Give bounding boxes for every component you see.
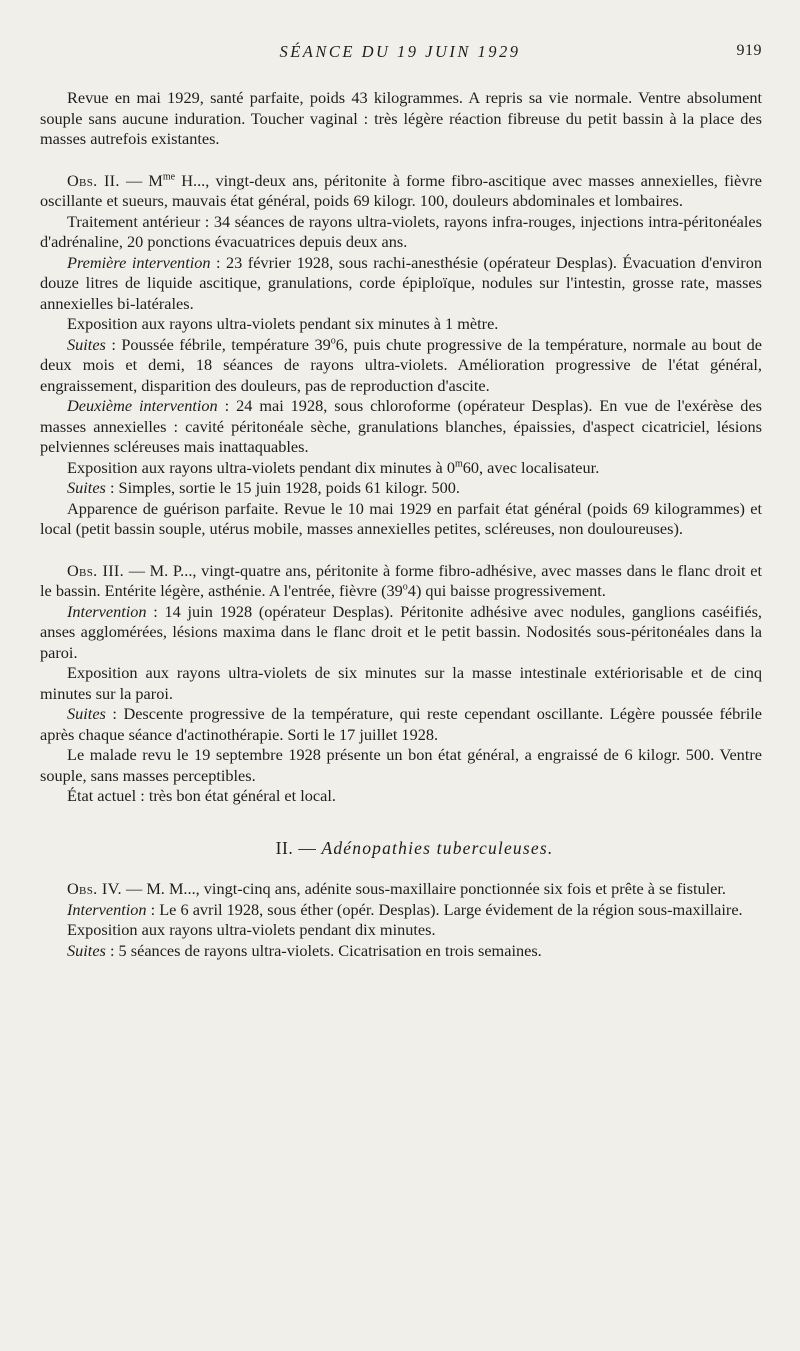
obs-3-intervention-label: Intervention bbox=[67, 601, 147, 621]
obs-2-suites-1-text-b: 6, puis chute progressive de la température, normale au bout de deux mois et demi, 18 séances de rayons ultra-violets. Amélioration progressive de l'état général, engraissement, disparition des douleurs, pas de reproduction d'ascite. bbox=[40, 334, 762, 395]
obs-2-exposition-2-sup: m bbox=[454, 458, 463, 470]
obs-3-suites bbox=[40, 704, 762, 745]
obs-2-title-a: — M bbox=[119, 170, 163, 190]
obs-4-exposition: Exposition aux rayons ultra-violets pendant dix minutes. bbox=[67, 920, 436, 939]
obs-2-traitement-anterieur: Traitement antérieur : 34 séances de rayons ultra-violets, rayons infra-rouges, injections intra-péritonéales d'adrénaline, 20 ponctions évacuatrices depuis deux ans. bbox=[40, 211, 762, 251]
obs-3-heading-paragraph bbox=[40, 561, 762, 602]
obs-2-label: Obs. II. bbox=[67, 170, 120, 190]
obs-3-title-a: — M. P..., vingt-quatre ans, péritonite à forme fibro-adhésive, avec masses dans le flanc droit et le bassin. Entérite légère, asthénie. A l'entrée, fièvre (39 bbox=[40, 560, 762, 600]
obs-2-premiere-intervention-text: : 23 février 1928, sous rachi-anesthésie (opérateur Desplas). Évacuation d'environ douze litres de liquide ascitique, granulations, corde épiploïque, nodules sur l'intestin, grosse rate, masses annexielles bi-latérales. bbox=[40, 252, 762, 313]
section-number: II. — bbox=[275, 837, 322, 858]
obs-4-suites bbox=[40, 941, 762, 962]
paragraph-revue-1929: Revue en mai 1929, santé parfaite, poids 43 kilogrammes. A repris sa vie normale. Ventre absolument souple sans aucune induration. Toucher vaginal : très légère réaction fibreuse du petit bassin à la place des masses autrefois existantes. bbox=[40, 88, 762, 148]
obs-2-premiere-intervention bbox=[40, 253, 762, 315]
obs-2-exposition-1: Exposition aux rayons ultra-violets pendant six minutes à 1 mètre. bbox=[67, 314, 499, 333]
obs-4-label: Obs. IV. bbox=[67, 879, 122, 898]
section-heading bbox=[40, 838, 762, 859]
obs-2-suites-1-sup: o bbox=[330, 335, 336, 347]
running-title: SÉANCE DU 19 JUIN 1929 bbox=[279, 42, 521, 61]
obs-3-suites-label: Suites bbox=[67, 704, 106, 723]
obs-3-intervention bbox=[40, 602, 762, 664]
obs-3-revu: Le malade revu le 19 septembre 1928 présente un bon état général, a engraissé de 6 kilogr. 500. Ventre souple, sans masses perceptibles. bbox=[40, 745, 762, 785]
obs-2-suites-1-text-a: : Poussée fébrile, température 39 bbox=[105, 334, 331, 354]
obs-3-intervention-text: : 14 juin 1928 (opérateur Desplas). Péritonite adhésive avec nodules, ganglions caséifiés, anses agglomérées, lésions maxima dans le flanc droit et le petit bassin. Nodosités sous-péritonéales dans la paroi. bbox=[40, 601, 762, 662]
obs-4-intervention bbox=[40, 900, 762, 921]
obs-2-exposition-2-b: 60, avec localisateur. bbox=[462, 457, 600, 477]
obs-4-intervention-label: Intervention bbox=[67, 899, 147, 919]
spacer bbox=[40, 150, 762, 171]
obs-2-apparence-guerison: Apparence de guérison parfaite. Revue le 10 mai 1929 en parfait état général (poids 69 kilogrammes) et local (petit bassin souple, utérus mobile, masses annexielles petites, scléreuses, non douloureuses). bbox=[40, 498, 762, 538]
body-text bbox=[40, 88, 762, 961]
section-title: Adénopathies tuberculeuses. bbox=[321, 837, 554, 858]
spacer bbox=[40, 807, 762, 838]
obs-4-title: — M. M..., vingt-cinq ans, adénite sous-maxillaire ponctionnée six fois et prête à se fistuler. bbox=[121, 879, 726, 898]
page-number: 919 bbox=[736, 42, 762, 59]
obs-3-title-b: 4) qui baisse progressivement. bbox=[407, 581, 606, 600]
obs-2-heading-paragraph bbox=[40, 171, 762, 212]
obs-2-suites-2-text: : Simples, sortie le 15 juin 1928, poids 61 kilogr. 500. bbox=[105, 478, 461, 497]
obs-3-exposition: Exposition aux rayons ultra-violets de six minutes sur la masse intestinale extériorisable et de cinq minutes sur la paroi. bbox=[40, 663, 762, 703]
obs-3-suites-text: : Descente progressive de la température, qui reste cependant oscillante. Légère poussée fébrile après chaque séance d'actinothérapie. Sorti le 17 juillet 1928. bbox=[40, 704, 762, 744]
page-header bbox=[0, 42, 800, 66]
obs-3-etat-actuel: État actuel : très bon état général et local. bbox=[67, 786, 336, 805]
obs-4-suites-text: : 5 séances de rayons ultra-violets. Cicatrisation en trois semaines. bbox=[105, 940, 542, 960]
obs-2-title-b: H..., vingt-deux ans, péritonite à forme fibro-ascitique avec masses annexielles, fièvre oscillante et sueurs, mauvais état général, poids 69 kilogr. 100, douleurs abdominales et lombaires. bbox=[40, 170, 763, 210]
obs-3-title-sup: o bbox=[402, 581, 408, 593]
obs-2-deuxieme-intervention bbox=[40, 396, 762, 458]
obs-4-suites-label: Suites bbox=[67, 940, 106, 960]
obs-2-suites-2 bbox=[40, 478, 762, 499]
obs-2-suites-1 bbox=[40, 335, 762, 397]
obs-3-label: Obs. III. bbox=[67, 560, 125, 580]
obs-2-suites-1-label: Suites bbox=[67, 334, 106, 354]
obs-2-exposition-2 bbox=[40, 458, 762, 479]
obs-2-title-sup: me bbox=[162, 171, 176, 183]
spacer bbox=[40, 858, 762, 879]
obs-2-deuxieme-intervention-label: Deuxième intervention bbox=[67, 396, 218, 415]
obs-4-intervention-text: : Le 6 avril 1928, sous éther (opér. Desplas). Large évidement de la région sous-maxillaire. bbox=[146, 899, 743, 919]
obs-2-premiere-intervention-label: Première intervention bbox=[67, 252, 211, 272]
obs-2-deuxieme-intervention-text: : 24 mai 1928, sous chloroforme (opérateur Desplas). En vue de l'exérèse des masses annexielles : cavité péritonéale sèche, granulations blanches, épaissies, d'aspect cicatriciel, lésions pelviennes scléreuses mais inattaquables. bbox=[40, 396, 763, 456]
obs-4-heading-paragraph bbox=[40, 879, 762, 900]
obs-2-exposition-2-a: Exposition aux rayons ultra-violets pendant dix minutes à 0 bbox=[67, 457, 455, 477]
obs-2-suites-2-label: Suites bbox=[67, 478, 106, 497]
spacer bbox=[40, 540, 762, 561]
